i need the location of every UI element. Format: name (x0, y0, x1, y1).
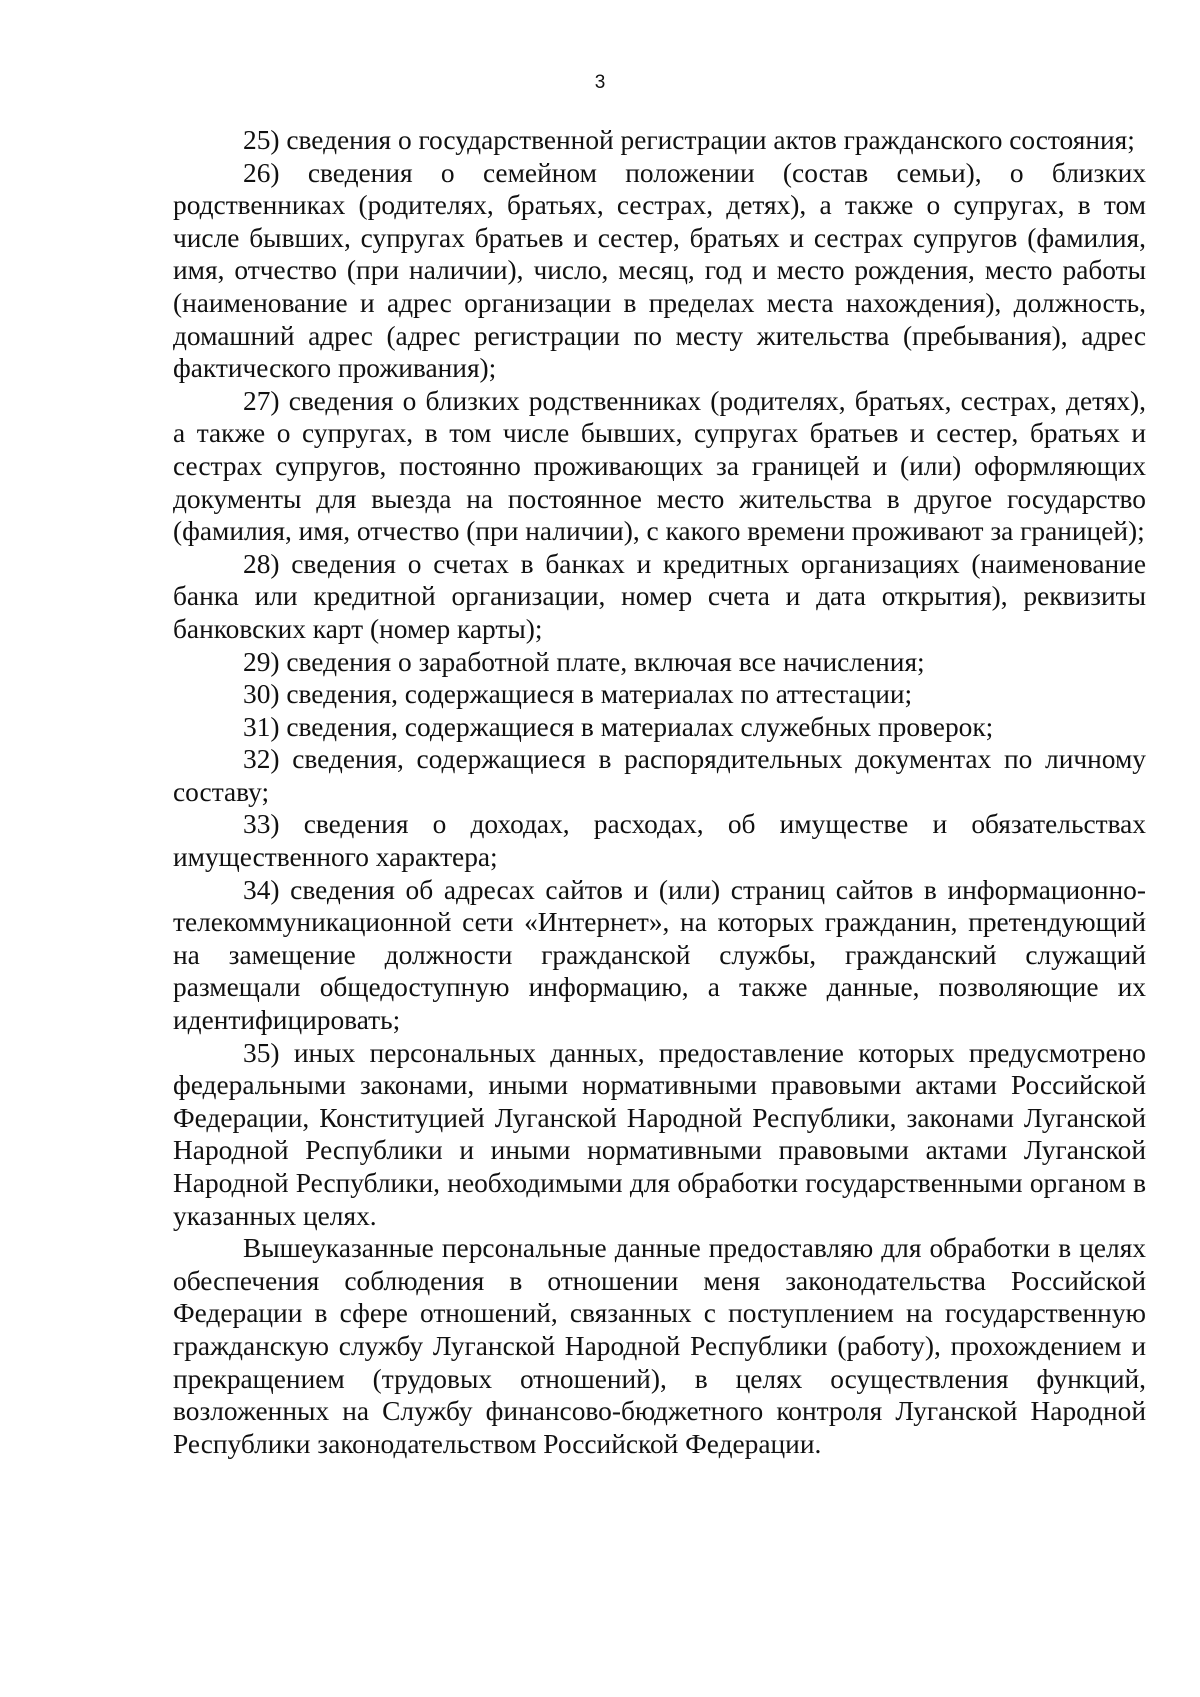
item-28: 28) сведения о счетах в банках и кредитных организациях (наименование банка или кредитной организации, номер счета и дата открытия), реквизиты банковских карт (номер карты); (173, 548, 1146, 644)
item-30: 30) сведения, содержащиеся в материалах по аттестации; (243, 679, 913, 710)
page-number: 3 (594, 72, 606, 93)
item-34: 34) сведения об адресах сайтов и (или) страниц сайтов в информационно-телекоммуникационной сети «Интернет», на которых гражданин, претендующий на замещение должности гражданской службы, гражданский служащий размещали общедоступную информацию, а также данные, позволяющие их идентифицировать; (173, 874, 1146, 1036)
item-33: 33) сведения о доходах, расходах, об имуществе и обязательствах имущественного характера; (173, 809, 1146, 873)
item-32: 32) сведения, содержащиеся в распорядительных документах по личному составу; (173, 744, 1146, 807)
item-31: 31) сведения, содержащиеся в материалах служебных проверок; (243, 711, 994, 742)
item-25: 25) сведения о государственной регистрации актов гражданского состояния; (243, 125, 1135, 155)
closing-paragraph: Вышеуказанные персональные данные предоставляю для обработки в целях обеспечения соблюдения в отношении меня законодательства Российской Федерации в сфере отношений, связанных с поступлением на государственную гражданскую службу Луганской Народной Республики (работу), прохождением и прекращением (трудовых отношений), в целях осуществления функций, возложенных на Службу финансово-бюджетного контроля Луганской Народной Республики законодательством Российской Федерации. (173, 1233, 1146, 1459)
item-26: 26) сведения о семейном положении (состав семьи), о близких родственниках (родителях, братьях, сестрах, детях), а также о супругах, в том числе бывших, супругах братьев и сестер, братьях и сестрах супругов (фамилия, имя, отчество (при наличии), число, месяц, год и место рождения, место работы (наименование и адрес организации в пределах места нахождения), должность, домашний адрес (адрес регистрации по месту жительства (пребывания), адрес фактического проживания); (173, 157, 1146, 384)
item-35: 35) иных персональных данных, предоставление которых предусмотрено федеральными законами, иными нормативными правовыми актами Российской Федерации, Конституцией Луганской Народной Республики, законами Луганской Народной Республики и иными нормативными правовыми актами Луганской Народной Республики, необходимыми для обработки государственными органом в указанных целях. (173, 1037, 1146, 1231)
document-body (173, 124, 1146, 1460)
item-29: 29) сведения о заработной плате, включая все начисления; (243, 646, 925, 677)
item-27: 27) сведения о близких родственниках (родителях, братьях, сестрах, детях), а также о супругах, в том числе бывших, супругах братьев и сестер, братьях и сестрах супругов, постоянно проживающих за границей и (или) оформляющих документы для выезда на постоянное место жительства в другое государство (фамилия, имя, отчество (при наличии), с какого времени проживают за границей); (173, 385, 1146, 547)
